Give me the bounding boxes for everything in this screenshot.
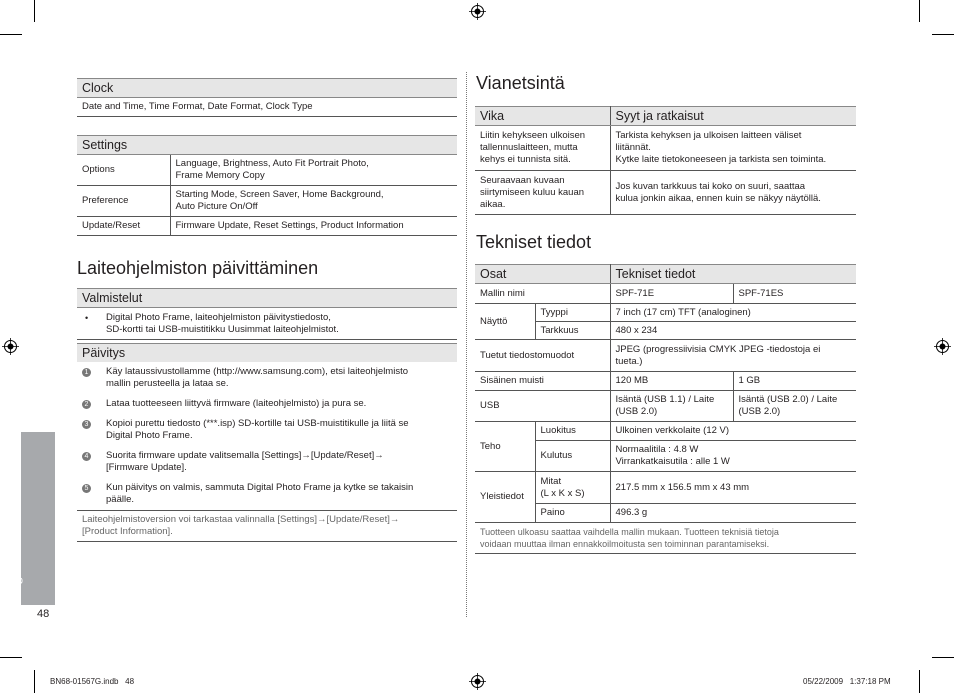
table-row [475,171,856,215]
settings-row-value: Language, Brightness, Auto Fit Portrait Photo, [175,158,369,169]
step-text: Lataa tuotteeseen liittyvä firmware (laiteohjelmisto) ja pura se. [106,398,367,409]
solution-text: liitännät. [615,142,651,153]
solution-text: Tarkista kehyksen ja ulkoisen laitteen väliset [615,130,802,141]
settings-row-label: Options [77,155,170,186]
step-number: 2 [82,400,91,409]
spec-sublabel: Mitat [540,475,562,487]
prep-text: Digital Photo Frame, laiteohjelmiston päivitystiedosto, [106,311,331,323]
settings-row-label: Update/Reset [77,217,170,236]
troubleshooting-col-solution: Syyt ja ratkaisut [610,107,856,126]
table-row [475,391,856,422]
troubleshooting-col-problem: Vika [475,107,610,126]
settings-row-value: Firmware Update, Reset Settings, Product Information [170,217,457,236]
update-header: Päivitys [77,344,457,363]
crop-mark [919,670,920,693]
step-number: 1 [82,368,91,377]
spec-sublabel: Luokitus [535,422,610,441]
spec-label: Teho [475,422,535,472]
crop-mark [0,34,22,35]
settings-row-value: Auto Picture On/Off [175,201,258,212]
spec-sublabel: Paino [535,504,610,523]
side-tab-label: Suomi [12,577,24,609]
prep-text: SD-kortti tai USB-muistitikku Uusimmat laiteohjelmistot. [106,323,339,335]
footer-file: BN68-01567G.indb 48 [50,677,135,686]
table-row [475,284,856,304]
bullet: • [85,312,89,323]
problem-text: aikaa. [480,198,506,210]
step-text: Digital Photo Frame. [106,430,193,441]
spec-value: 496.3 g [610,504,856,523]
spec-value: Isäntä (USB 2.0) / Laite [738,394,838,405]
specs-note: Tuotteen ulkoasu saattaa vaihdella mallin mukaan. Tuotteen teknisiä tietoja [480,527,779,537]
settings-row-label: Preference [77,186,170,217]
crop-mark [932,657,954,658]
list-item [82,450,452,474]
specs-note: voidaan muuttaa ilman ennakkoilmoitusta sen toiminnan parantamiseksi. [480,539,770,549]
spec-value: 1 GB [733,372,856,391]
solution-text: Jos kuvan tarkkuus tai koko on suuri, saattaa [615,180,806,192]
crop-mark [0,657,22,658]
table-row [475,304,856,322]
registration-mark-icon [469,3,486,20]
firmware-note: Laiteohjelmistoversion voi tarkastaa valinnalla [Settings]→[Update/Reset]→ [82,514,400,525]
prep-header: Valmistelut [77,289,457,308]
specs-col-values: Tekniset tiedot [610,265,856,284]
spec-value: SPF-71ES [733,284,856,304]
crop-mark [932,34,954,35]
spec-value: JPEG (progressiivisia CMYK JPEG -tiedostoja ei [615,343,821,355]
step-number: 4 [82,452,91,461]
spec-value: 120 MB [610,372,733,391]
table-row [77,186,457,217]
spec-label: Näyttö [475,304,535,340]
firmware-note: [Product Information]. [82,526,173,537]
list-item [82,366,452,390]
problem-text: Liitin kehykseen ulkoisen [480,130,586,141]
registration-mark-icon [2,338,19,355]
list-item [82,482,452,506]
settings-row-value: Starting Mode, Screen Saver, Home Background, [175,189,384,200]
problem-text: Seuraavaan kuvaan [480,174,565,186]
firmware-title: Laiteohjelmiston päivittäminen [77,258,319,278]
registration-mark-icon [469,673,486,690]
step-number: 5 [82,484,91,493]
crop-mark [919,0,920,22]
settings-row-value: Frame Memory Copy [175,170,265,181]
spec-label: Sisäinen muisti [475,372,610,391]
table-row [475,340,856,372]
step-number: 3 [82,420,91,429]
problem-text: siirtymiseen kuluu kauan [480,186,585,198]
list-item [82,398,452,410]
specs-col-parts: Osat [475,265,610,284]
list-item [82,418,452,442]
spec-value: Isäntä (USB 1.1) / Laite [615,394,715,405]
spec-value: Ulkoinen verkkolaite (12 V) [610,422,856,441]
spec-value: (USB 2.0) [738,406,781,417]
table-row [475,422,856,441]
spec-value: Virrankatkaisutila : alle 1 W [615,456,730,467]
step-text: Suorita firmware update valitsemalla [Settings]→[Update/Reset]→ [106,450,384,461]
table-row [475,372,856,391]
step-text: Kopioi purettu tiedosto (***.isp) SD-kortille tai USB-muistitikulle ja liitä se [106,418,409,429]
table-row [475,126,856,171]
spec-sublabel: Kulutus [535,441,610,472]
spec-label: USB [475,391,610,422]
spec-sublabel: Tarkkuus [535,322,610,340]
problem-text: tallennuslaitteen, mutta [480,142,578,153]
spec-value: 7 inch (17 cm) TFT (analoginen) [610,304,856,322]
step-text: Käy lataussivustollamme (http://www.samsung.com), etsi laiteohjelmisto [106,366,409,377]
troubleshooting-table [475,106,856,215]
table-row [475,472,856,504]
settings-header: Settings [77,136,457,155]
firmware-prep-table [77,288,457,340]
language-side-tab [12,432,55,609]
table-row [77,155,457,186]
spec-value: SPF-71E [610,284,733,304]
troubleshooting-title: Vianetsintä [476,73,565,93]
specs-title: Tekniset tiedot [476,232,592,252]
spec-value: (USB 2.0) [615,406,658,417]
step-text: Kun päivitys on valmis, sammuta Digital Photo Frame ja kytke se takaisin [106,482,414,493]
crop-mark [34,670,35,693]
spec-value: tueta.) [615,355,643,367]
spec-sublabel: Tyyppi [535,304,610,322]
spec-value: Normaalitila : 4.8 W [615,444,699,455]
spec-label: Tuetut tiedostomuodot [475,340,610,372]
solution-text: Kytke laite tietokoneeseen ja tarkista sen toiminta. [615,154,827,165]
page-number: 48 [37,608,50,620]
specs-table [475,264,856,554]
settings-table [77,135,457,236]
firmware-update-table [77,343,457,542]
table-row [77,217,457,236]
spec-value: 480 x 234 [610,322,856,340]
registration-mark-icon [934,338,951,355]
crop-mark [34,0,35,22]
clock-table [77,78,457,117]
spec-label: Yleistiedot [475,472,535,523]
column-divider [466,72,467,617]
clock-items: Date and Time, Time Format, Date Format, Clock Type [77,98,457,117]
solution-text: kulua jonkin aikaa, ennen kuin se näkyy näytöllä. [615,192,821,204]
step-text: [Firmware Update]. [106,462,187,473]
footer-timestamp: 05/22/2009 1:37:18 PM [803,677,891,686]
clock-header: Clock [77,79,457,98]
spec-value: 217.5 mm x 156.5 mm x 43 mm [610,472,856,504]
step-text: päälle. [106,494,134,505]
problem-text: kehys ei tunnista sitä. [480,154,571,165]
step-text: mallin perusteella ja lataa se. [106,378,229,389]
spec-sublabel: (L x K x S) [540,487,585,499]
spec-label: Mallin nimi [475,284,610,304]
